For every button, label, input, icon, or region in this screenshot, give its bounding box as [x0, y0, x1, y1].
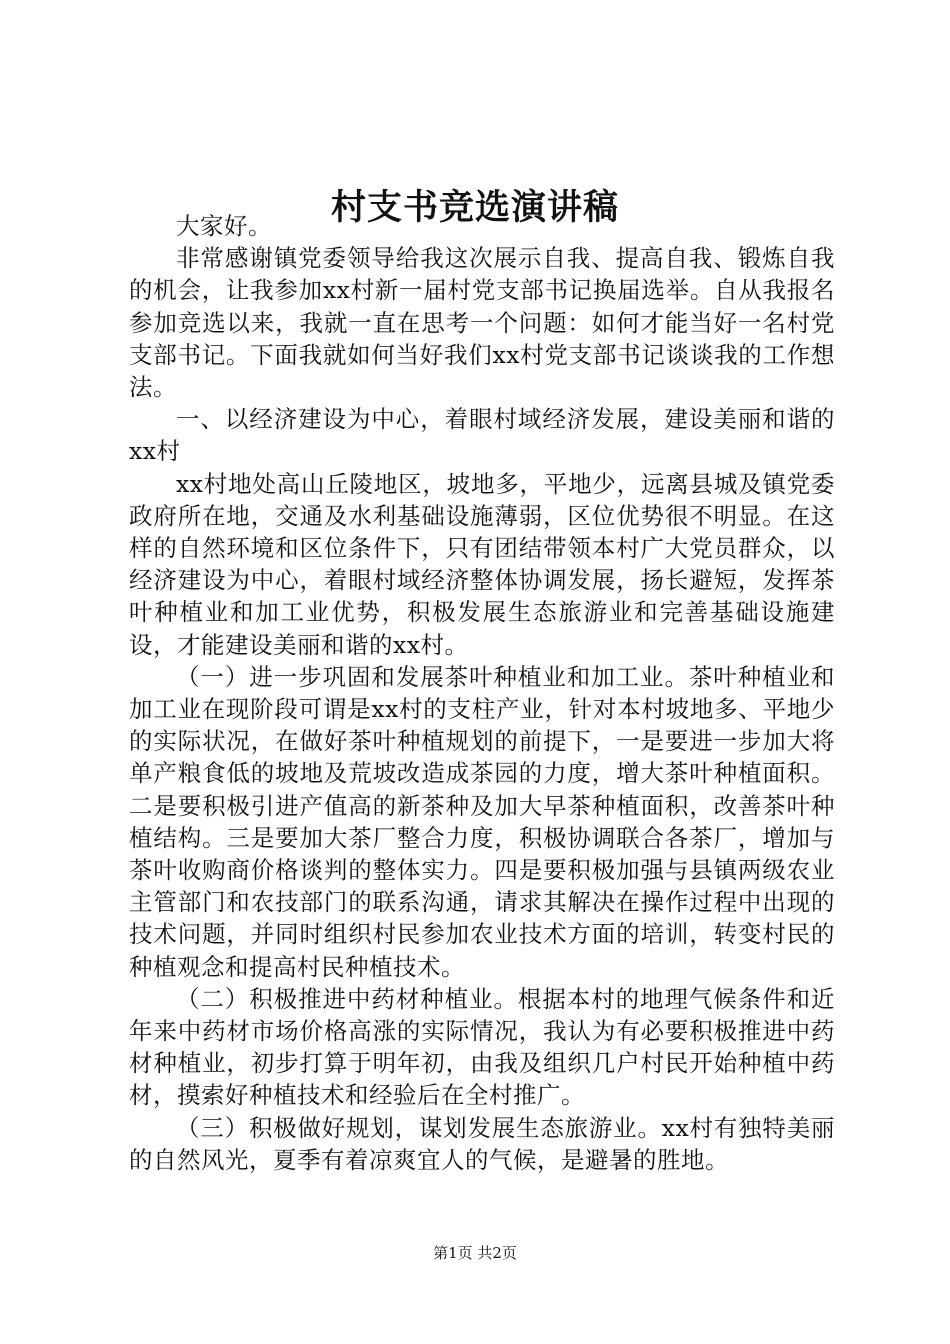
body-paragraph: （一）进一步巩固和发展茶叶种植业和加工业。茶叶种植业和加工业在现阶段可谓是xx村的支柱产业，针对本村坡地多、平地少的实际状况，在做好茶叶种植规划的前提下，一是要进一步加大将单产粮食低的坡地及荒坡改造成茶园的力度，增大茶叶种植面积。二是要积极引进产值高的新茶种及加大早茶种植面积，改善茶叶种植结构。三是要加大茶厂整合力度，积极协调联合各茶厂，增加与茶叶收购商价格谈判的整体实力。四是要积极加强与县镇两级农业主管部门和农技部门的联系沟通，请求其解决在操作过程中出现的技术问题，并同时组织村民参加农业技术方面的培训，转变村民的种植观念和提高村民种植技术。 — [129, 662, 835, 981]
greeting-paragraph: 大家好。 — [176, 212, 272, 240]
document-title: 村支书竞选演讲稿 — [330, 187, 619, 228]
body-paragraph: （三）积极做好规划，谋划发展生态旅游业。xx村有独特美丽的自然风光，夏季有着凉爽宜人的气候，是避暑的胜地。 — [129, 1113, 835, 1174]
section-heading-1: 一、以经济建设为中心，着眼村域经济发展，建设美丽和谐的xx村 — [129, 405, 835, 466]
document-body — [129, 210, 835, 1176]
body-paragraph: xx村地处高山丘陵地区，坡地多，平地少，远离县城及镇党委政府所在地，交通及水利基础设施薄弱，区位优势很不明显。在这样的自然环境和区位条件下，只有团结带领本村广大党员群众，以经济建设为中心，着眼村域经济整体协调发展，扬长避短，发挥茶叶种植业和加工业优势，积极发展生态旅游业和完善基础设施建设，才能建设美丽和谐的xx村。 — [129, 469, 835, 659]
page-number-footer: 第1页 共2页 — [433, 1244, 517, 1262]
body-paragraph: （二）积极推进中药材种植业。根据本村的地理气候条件和近年来中药材市场价格高涨的实际情况，我认为有必要积极推进中药材种植业，初步打算于明年初，由我及组织几户村民开始种植中药材，摸索好种植技术和经验后在全村推广。 — [129, 984, 835, 1110]
intro-paragraph: 非常感谢镇党委领导给我这次展示自我、提高自我、锻炼自我的机会，让我参加xx村新一届村党支部书记换届选举。自从我报名参加竞选以来，我就一直在思考一个问题：如何才能当好一名村党支部书记。下面我就如何当好我们xx村党支部书记谈谈我的工作想法。 — [129, 244, 835, 402]
